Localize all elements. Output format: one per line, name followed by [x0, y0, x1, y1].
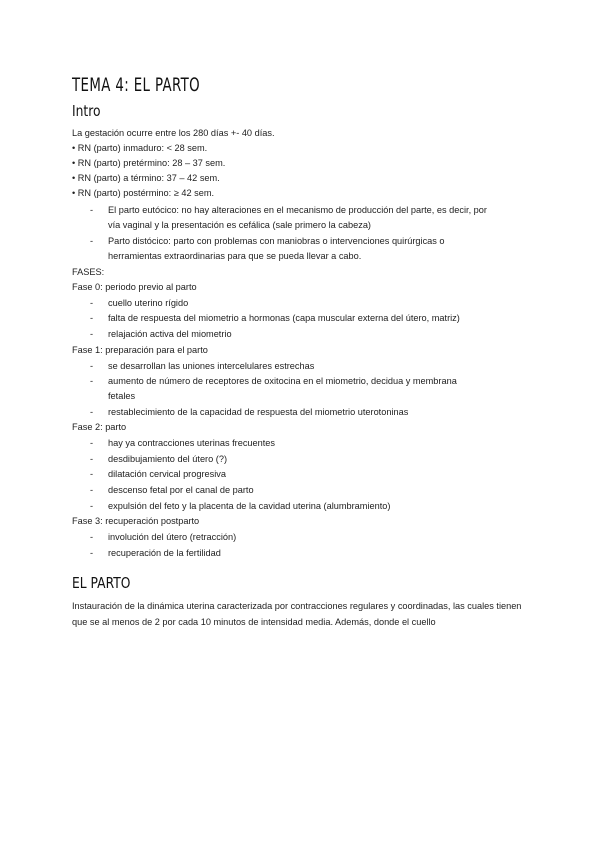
list-dash: - [90, 501, 94, 511]
distocico-line-1: Parto distócico: parto con problemas con maniobras o intervenciones quirúrgicas o [108, 236, 445, 246]
fase2-heading: Fase 2: parto [72, 422, 127, 432]
list-item: relajación activa del miometrio [108, 329, 232, 339]
list-item: aumento de número de receptores de oxitocina en el miometrio, decidua y membrana [108, 376, 457, 386]
list-dash: - [90, 329, 94, 339]
list-item: restablecimiento de la capacidad de respuesta del miometrio uterotoninas [108, 407, 409, 417]
list-dash: - [90, 438, 94, 448]
list-dash: - [90, 205, 94, 215]
bullet-pretermino: • RN (parto) pretérmino: 28 – 37 sem. [72, 158, 226, 168]
list-dash: - [90, 361, 94, 371]
list-item: se desarrollan las uniones intercelulares estrechas [108, 361, 315, 371]
list-item: expulsión del feto y la placenta de la cavidad uterina (alumbramiento) [108, 501, 391, 511]
list-dash: - [90, 469, 94, 479]
bullet-postermino: • RN (parto) postérmino: ≥ 42 sem. [72, 188, 215, 198]
fase1-heading: Fase 1: preparación para el parto [72, 345, 208, 355]
list-item: dilatación cervical progresiva [108, 469, 226, 479]
fase3-heading: Fase 3: recuperación postparto [72, 516, 200, 526]
list-dash: - [90, 407, 94, 417]
intro-heading: Intro [72, 102, 101, 120]
eutocico-line-1: El parto eutócico: no hay alteraciones en el mecanismo de producción del parte, es decir, por [108, 205, 487, 215]
eutocico-line-2: vía vaginal y la presentación es cefálica (sale primero la cabeza) [108, 220, 371, 230]
list-dash: - [90, 485, 94, 495]
list-dash: - [90, 236, 94, 246]
fase0-heading: Fase 0: periodo previo al parto [72, 282, 197, 292]
parto-paragraph: Instauración de la dinámica uterina caracterizada por contracciones regulares y coordinadas, las cuales tienen que se al menos de 2 por cada 10 minutos de intensidad media. Además, donde el cuello [72, 601, 522, 627]
list-dash: - [90, 298, 94, 308]
page-title: TEMA 4: EL PARTO [72, 74, 200, 96]
parto-heading: EL PARTO [72, 574, 131, 592]
list-item: descenso fetal por el canal de parto [108, 485, 254, 495]
bullet-inmaduro: • RN (parto) inmaduro: < 28 sem. [72, 143, 208, 153]
list-dash: - [90, 376, 94, 386]
list-dash: - [90, 313, 94, 323]
list-dash: - [90, 454, 94, 464]
intro-line: La gestación ocurre entre los 280 días +- 40 días. [72, 128, 275, 138]
bullet-termino: • RN (parto) a término: 37 – 42 sem. [72, 173, 220, 183]
list-item: cuello uterino rígido [108, 298, 189, 308]
list-item: involución del útero (retracción) [108, 532, 237, 542]
list-item-continued: fetales [108, 391, 136, 401]
list-item: desdibujamiento del útero (?) [108, 454, 227, 464]
list-item: falta de respuesta del miometrio a hormonas (capa muscular externa del útero, matriz) [108, 313, 460, 323]
list-item: hay ya contracciones uterinas frecuentes [108, 438, 275, 448]
list-dash: - [90, 532, 94, 542]
list-item: recuperación de la fertilidad [108, 548, 221, 558]
distocico-line-2: herramientas extraordinarias para que se pueda llevar a cabo. [108, 251, 362, 261]
list-dash: - [90, 548, 94, 558]
fases-label: FASES: [72, 267, 105, 277]
